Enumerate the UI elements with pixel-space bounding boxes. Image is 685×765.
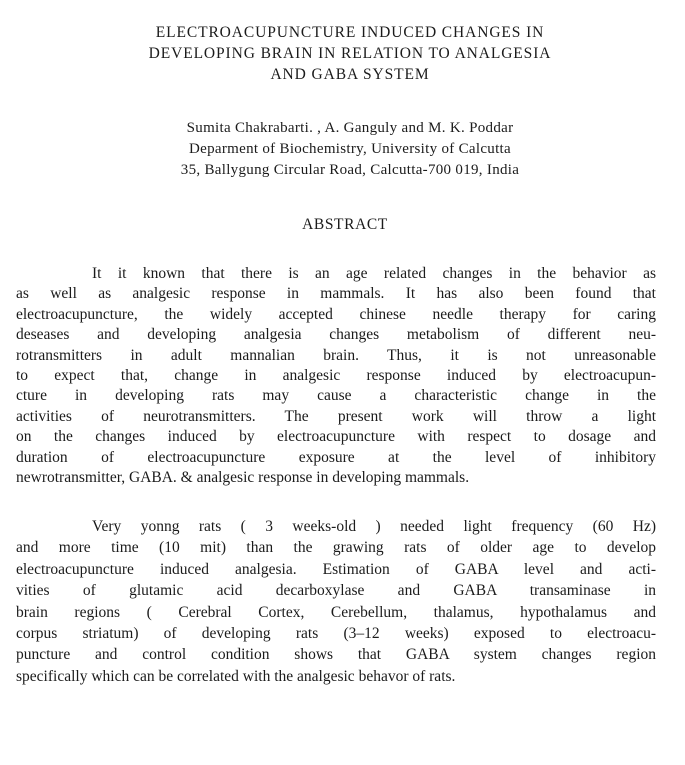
title-line: ELECTROACUPUNCTURE INDUCED CHANGES IN	[155, 24, 545, 41]
title-line: AND GABA SYSTEM	[270, 66, 430, 83]
author-address: 35, Ballygung Circular Road, Calcutta-700 019, India	[180, 162, 520, 178]
text-line: deseases and developing analgesia changes metabolism of different neu-	[16, 326, 656, 344]
abstract-heading: ABSTRACT	[302, 216, 388, 233]
text-line: brain regions ( Cerebral Cortex, Cerebellum, thalamus, hypothalamus and	[16, 603, 656, 621]
text-line: electroacupuncture, the widely accepted chinese needle therapy for caring	[16, 305, 656, 323]
author-block	[110, 118, 590, 181]
text-line: to expect that, change in analgesic response induced by electroacupun-	[16, 366, 656, 384]
abstract-paragraph-2	[16, 516, 656, 687]
text-line: Very yonng rats ( 3 weeks-old ) needed light frequency (60 Hz)	[92, 518, 656, 535]
text-line: It it known that there is an age related changes in the behavior as	[92, 265, 656, 282]
text-line: on the changes induced by electroacupuncture with respect to dosage and	[16, 428, 656, 446]
text-line: corpus striatum) of developing rats (3–12 weeks) exposed to electroacu-	[16, 624, 656, 642]
text-line: newrotransmitter, GABA. & analgesic response in developing mammals.	[16, 468, 470, 486]
text-line: vities of glutamic acid decarboxylase and GABA transaminase in	[16, 582, 656, 600]
text-line: activities of neurotransmitters. The present work will throw a light	[16, 407, 656, 425]
title-line: DEVELOPING BRAIN IN RELATION TO ANALGESIA	[148, 45, 552, 62]
text-line: rotransmitters in adult mannalian brain. Thus, it is not unreasonable	[16, 346, 656, 364]
text-line: and more time (10 mit) than the grawing rats of older age to develop	[16, 539, 656, 557]
text-line: specifically which can be correlated with the analgesic behavor of rats.	[16, 667, 456, 685]
text-line: as well as analgesic response in mammals. It has also been found that	[16, 285, 656, 303]
author-department: Deparment of Biochemistry, University of Calcutta	[189, 141, 511, 157]
text-line: puncture and control condition shows that GABA system changes region	[16, 646, 656, 664]
text-line: duration of electroacupuncture exposure at the level of inhibitory	[16, 448, 656, 466]
paper-title	[100, 22, 600, 85]
text-line: electroacupuncture induced analgesia. Estimation of GABA level and acti-	[16, 560, 656, 578]
abstract-paragraph-1	[16, 264, 656, 488]
text-line: cture in developing rats may cause a characteristic change in the	[16, 387, 656, 405]
author-names: Sumita Chakrabarti. , A. Ganguly and M. K. Poddar	[186, 120, 514, 136]
